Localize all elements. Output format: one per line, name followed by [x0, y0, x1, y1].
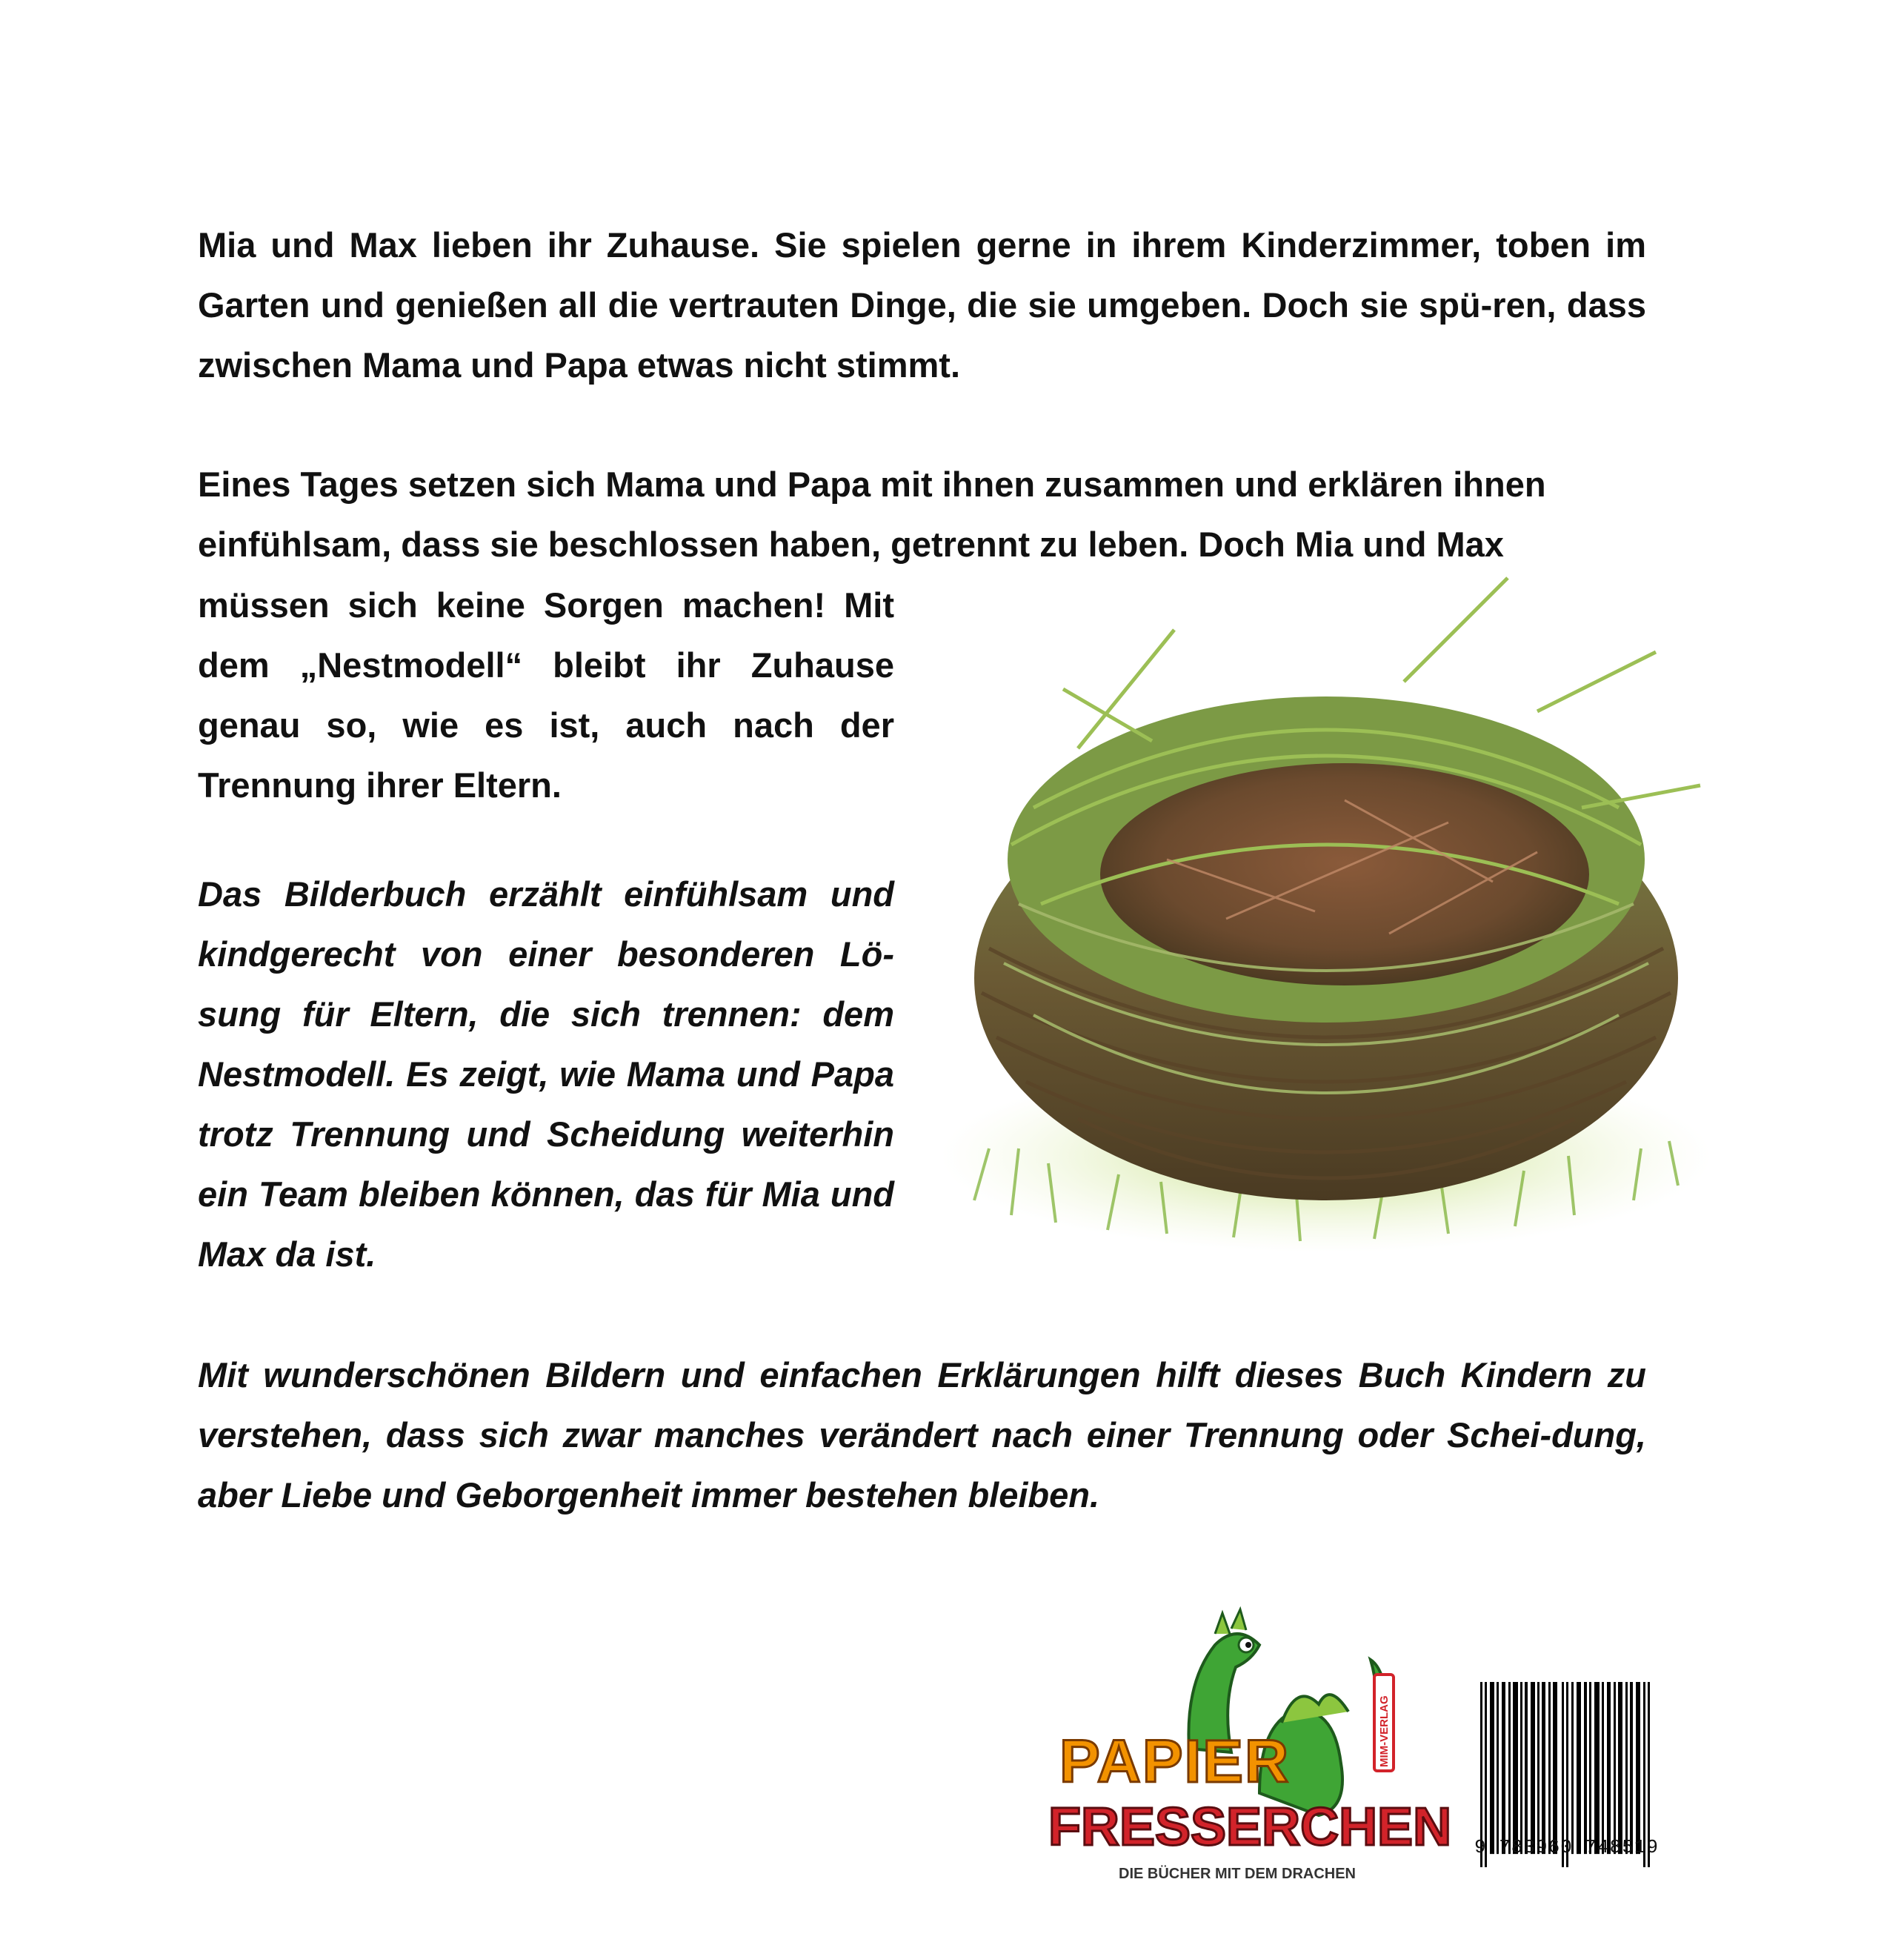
isbn-digits: 9 783960 748519 — [1474, 1836, 1660, 1858]
book-description-paragraph: Das Bilderbuch erzählt einfühlsam und kindgerecht von einer besonderen Lö-sung für Eltern, die sich trennen: dem Nestmodell. Es zeigt, wie Mama und Papa trotz Trennung und Scheidung weiterhin ein Team bleiben können, das für Mia und Max da ist. — [198, 874, 894, 1274]
logo-line-2: FRESSERCHEN — [1048, 1798, 1452, 1857]
separation-line-2: einfühlsam, dass sie beschlossen haben, getrennt zu leben. Doch Mia und Max — [198, 525, 1504, 564]
closing-paragraph: Mit wunderschönen Bildern und einfachen Erklärungen hilft dieses Buch Kindern zu verstehen, dass sich zwar manches verändert nach einer Trennung oder Schei-dung, aber Liebe und Geborgenheit immer bestehen bleiben. — [198, 1355, 1646, 1515]
logo-side-text: MIM-VERLAG — [1378, 1695, 1391, 1767]
bird-nest-illustration — [930, 563, 1722, 1282]
separation-paragraph — [198, 454, 1646, 574]
intro-paragraph: Mia und Max lieben ihr Zuhause. Sie spielen gerne in ihrem Kinderzimmer, toben im Garten und genießen all die vertrauten Dinge, die sie umgeben. Doch sie spü-ren, dass zwischen Mama und Papa etwas nicht stimmt. — [198, 225, 1646, 385]
separation-line-1: Eines Tages setzen sich Mama und Papa mit ihnen zusammen und erklären ihnen — [198, 465, 1546, 504]
publisher-logo — [1037, 1593, 1452, 1889]
logo-tagline: DIE BÜCHER MIT DEM DRACHEN — [1119, 1866, 1356, 1882]
logo-line-1: PAPIER — [1059, 1728, 1291, 1795]
nestmodell-paragraph: müssen sich keine Sorgen machen! Mit dem „Nestmodell“ bleibt ihr Zuhause genau so, wie es ist, auch nach der Trennung ihrer Eltern. — [198, 585, 894, 805]
